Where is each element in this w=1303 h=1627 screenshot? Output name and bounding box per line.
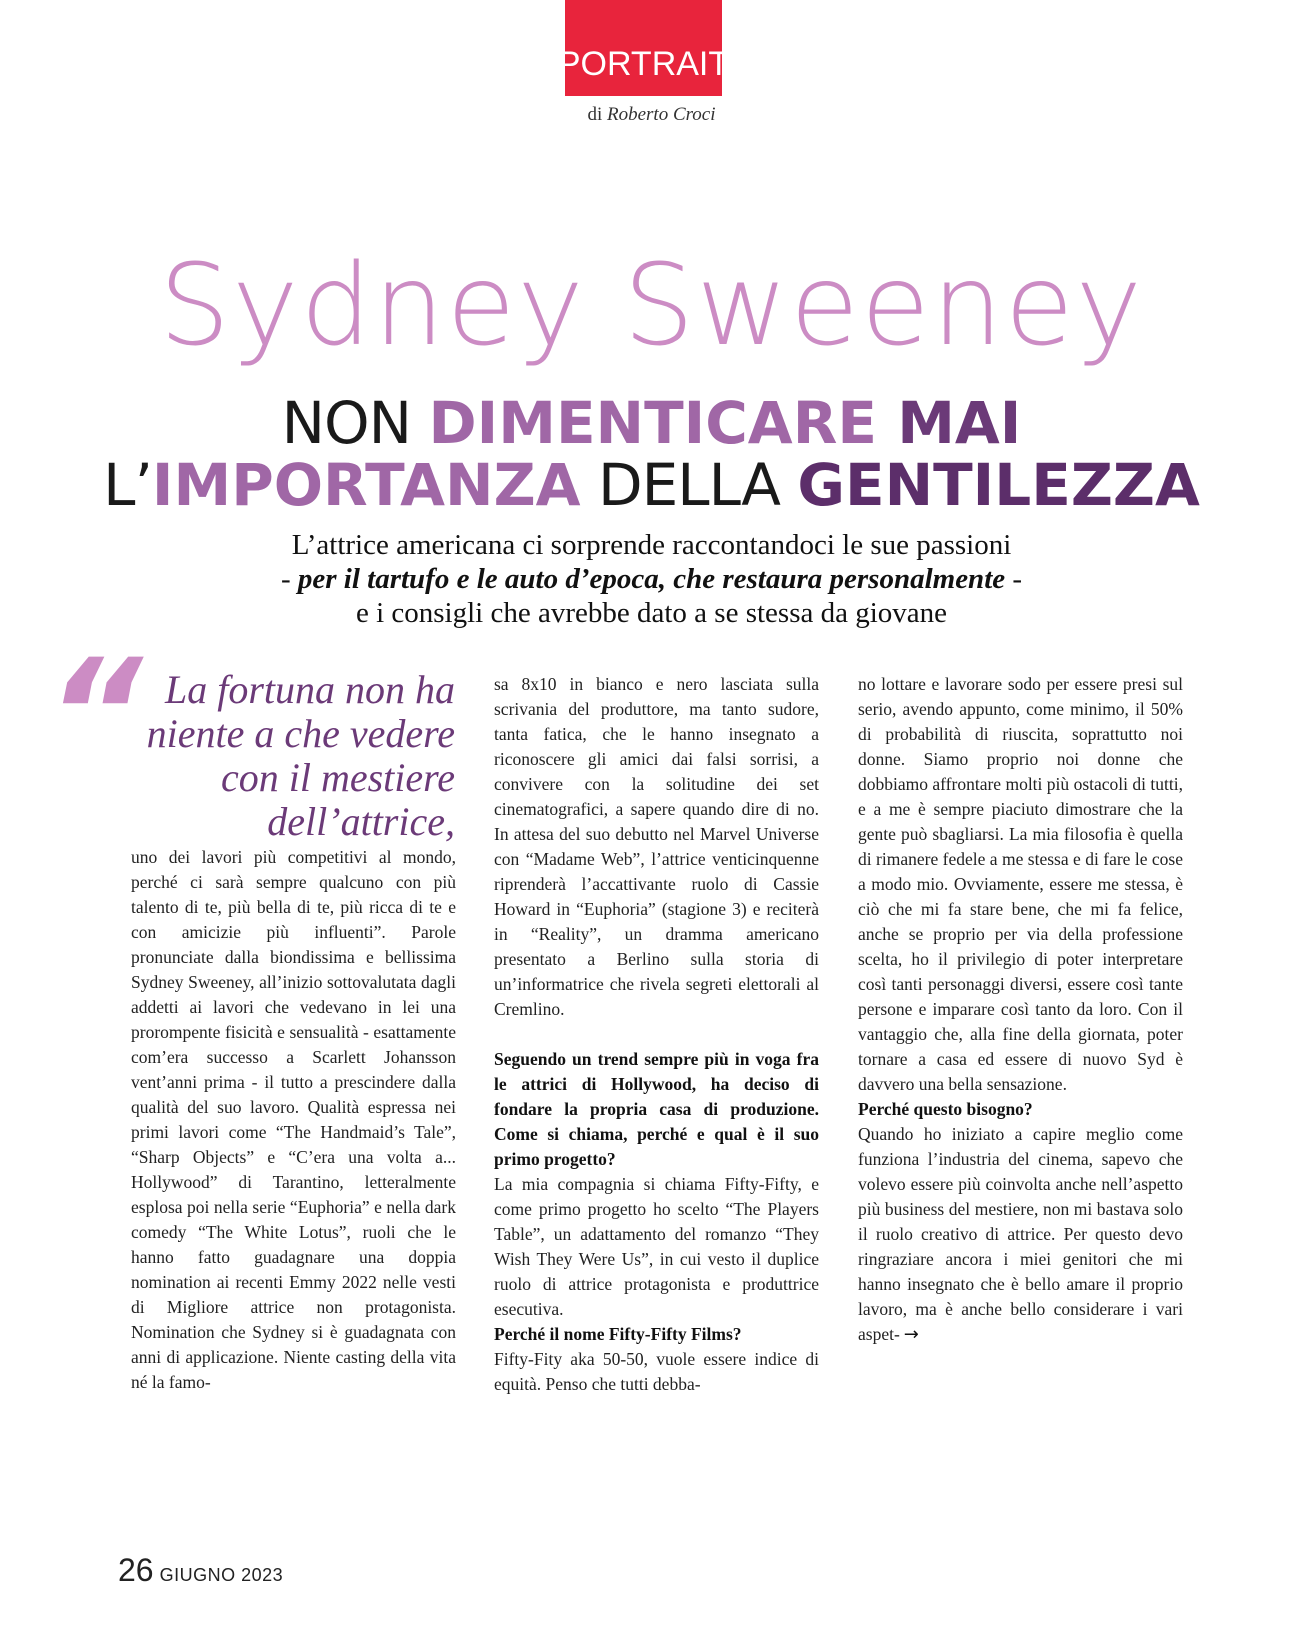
headline-word: NON [281,389,429,457]
subtitle-dash: - [1005,563,1023,595]
headline-word: DELLA [580,451,798,519]
article-column-1 [131,845,456,1395]
subtitle-line-1: L’attrice americana ci sorprende raccontandoci le sue passioni [291,529,1012,561]
headline-line-2 [0,451,1303,519]
interview-question: Seguendo un trend sempre più in voga fra le attrici di Hollywood, ha deciso di fondare la propria casa di produzione. Come si chiama, perché e qual è il suo primo progetto? [494,1049,819,1169]
headline-word: DIMENTICARE [428,389,898,457]
interview-question: Perché il nome Fifty-Fifty Films? [494,1324,742,1344]
subtitle-line-3: e i consigli che avrebbe dato a se stessa da giovane [355,597,948,629]
headline-word: GENTILEZZA [797,451,1200,519]
body-paragraph: uno dei lavori più competitivi al mondo, perché ci sarà sempre qualcuno con più talento di te, più bella di te, più ricca di te e con amicizie più influenti”. Parole pronunciate dalla biondissima e bellissima Sydney Sweeney, all’inizio sottovalutata dagli addetti ai lavori che vedevano in lei una prorompente fisicità e sensualità - esattamente com’era successo a Scarlett Johansson vent’anni prima - il tutto a prescindere dalla qualità del suo lavoro. Qualità espressa nei primi lavori come “The Handmaid’s Tale”, “Sharp Objects” e “C’era una volta a... Hollywood” di Tarantino, letteralmente esplosa poi nella serie “Euphoria” e nella dark comedy “The White Lotus”, ruoli che le hanno fatto guadagnare una doppia nomination ai recenti Emmy 2022 nelle vesti di Migliore attrice non protagonista. Nomination che Sydney si è guadagnata con anni di applicazione. Niente casting della vita né la famo- [131,847,456,1392]
headline-name: Sydney Sweeney [159,241,1144,371]
continue-arrow-icon: → [903,1324,919,1345]
interview-answer: La mia compagnia si chiama Fifty-Fifty, e come primo progetto ho scelto “The Players Table”, un adattamento del romanzo “They Wish They Were Us”, in cui vesto il duplice ruolo di attrice protagonista e produttrice esecutiva. [494,1174,819,1319]
subtitle-dash: - [280,563,298,595]
interview-question: Perché questo bisogno? [858,1099,1033,1119]
subtitle [0,528,1303,630]
subtitle-emphasis: per il tartufo e le auto d’epoca, che restaura personalmente [297,563,1006,595]
body-paragraph: sa 8x10 in bianco e nero lasciata sulla scrivania del produttore, ma tanto sudore, tanta fatica, che le hanno insegnato a riconoscere gli amici dai falsi sorrisi, a convivere con la solitudine dei set cinematografici, a sapere quando dire di no. In attesa del suo debutto nel Marvel Universe con “Madame Web”, l’attrice venticinquenne riprenderà l’accattivante ruolo di Cassie Howard in “Euphoria” (stagione 3) e reciterà in “Reality”, un dramma americano presentato a Berlino sulla storia di un’informatrice che rivela segreti elettorali al Cremlino. [494,674,819,1019]
headline-word: L’ [103,451,152,519]
section-tag: PORTRAIT [565,0,722,96]
quote-mark-icon: “ [46,628,143,802]
headline-word: IMPORTANZA [151,451,581,519]
interview-answer: Fifty-Fity aka 50-50, vuole essere indice di equità. Penso che tutti debba- [494,1349,819,1394]
byline [0,104,1303,126]
issue-date: GIUGNO 2023 [159,1565,284,1585]
article-column-2 [494,672,819,1397]
subtitle-line-2 [0,562,1303,596]
body-paragraph: no lottare e lavorare sodo per essere presi sul serio, avendo appunto, come minimo, il 50% di probabilità di riuscita, soprattutto noi donne. Siamo proprio noi donne che dobbiamo affrontare molti più ostacoli di tutti, e a me è sempre piaciuto dimostrare che la gente può sbagliarsi. La mia filosofia è quella di rimanere fedele a me stessa e di fare le cose a modo mio. Ovviamente, essere me stessa, è ciò che mi fa stare bene, che mi fa felice, anche se proprio per via della professione scelta, ho il privilegio di poter interpretare così tanti personaggi diversi, essere così tante persone e imparare così tanto da loro. Con il vantaggio che, alla fine della giornata, poter tornare a casa ed essere di nuovo Syd è davvero una bella sensazione. [858,674,1183,1094]
headline-word: MAI [897,389,1022,457]
interview-answer-text: Quando ho iniziato a capire meglio come funziona l’industria del cinema, sapevo che volevo essere più coinvolta anche nell’aspetto più business del mestiere, non mi bastava solo il ruolo creativo di attrice. Per questo devo ringraziare ancora i miei genitori che mi hanno insegnato che è bello amare il proprio lavoro, ma è anche bello considerare i vari aspet- [858,1124,1183,1344]
pull-quote: La fortuna non ha niente a che vedere con il mestiere dell’attrice, [146,667,455,844]
page-footer [118,1552,283,1589]
byline-prefix: di [587,104,603,125]
byline-author: Roberto Croci [606,104,716,125]
headline-line-1 [0,389,1303,457]
article-column-3 [858,672,1183,1347]
interview-answer [858,1122,1183,1347]
page-number: 26 [118,1552,154,1588]
